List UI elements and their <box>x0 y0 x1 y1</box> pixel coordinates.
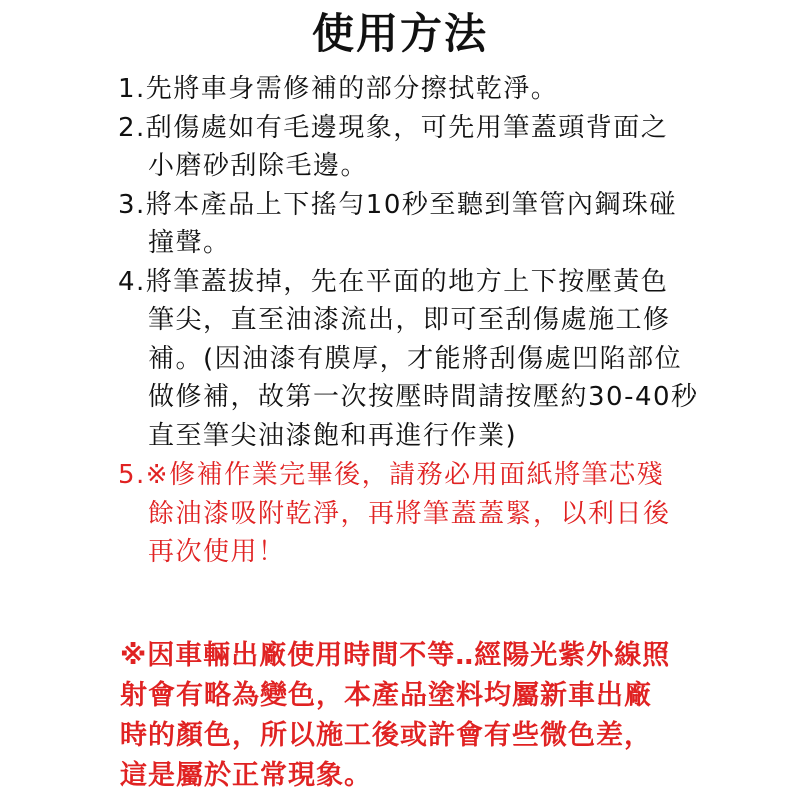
step-4-line-2: 筆尖，直至油漆流出，即可至刮傷處施工修 <box>148 305 671 335</box>
color-difference-notice <box>120 636 760 796</box>
step-5 <box>118 456 758 572</box>
step-1 <box>118 70 758 109</box>
notice-line-3: 時的顏色，所以施工後或許會有些微色差， <box>120 720 652 751</box>
step-1-line-1: 1.先將車身需修補的部分擦拭乾淨。 <box>118 74 559 104</box>
notice-line-1: ※因車輛出廠使用時間不等‥經陽光紫外線照 <box>120 640 671 671</box>
step-4-line-1: 4.將筆蓋拔掉，先在平面的地方上下按壓黃色 <box>118 266 669 297</box>
step-4-line-3: 補。(因油漆有膜厚，才能將刮傷處凹陷部位 <box>148 343 683 374</box>
step-2-line-2: 小磨砂刮除毛邊。 <box>148 151 369 181</box>
step-2-line-1: 2.刮傷處如有毛邊現象，可先用筆蓋頭背面之 <box>118 112 669 143</box>
step-3-line-2: 撞聲。 <box>148 228 231 258</box>
step-4 <box>118 263 758 456</box>
step-5-line-1: 5.※修補作業完畢後，請務必用面紙將筆芯殘 <box>118 460 665 490</box>
step-5-line-3: 再次使用！ <box>148 537 286 567</box>
instruction-steps <box>118 70 758 572</box>
notice-line-2: 射會有略為變色，本產品塗料均屬新車出廠 <box>120 680 652 711</box>
step-4-line-4: 做修補，故第一次按壓時間請按壓約30-40秒 <box>148 382 699 412</box>
step-4-line-5: 直至筆尖油漆飽和再進行作業) <box>148 420 518 451</box>
step-2 <box>118 109 758 186</box>
step-5-line-2: 餘油漆吸附乾淨，再將筆蓋蓋緊，以利日後 <box>148 498 671 529</box>
step-3 <box>118 186 758 263</box>
step-3-line-1: 3.將本產品上下搖勻10秒至聽到筆管內鋼珠碰 <box>118 189 677 220</box>
page-title: 使用方法 <box>311 9 488 58</box>
notice-line-4: 這是屬於正常現象。 <box>120 760 372 791</box>
